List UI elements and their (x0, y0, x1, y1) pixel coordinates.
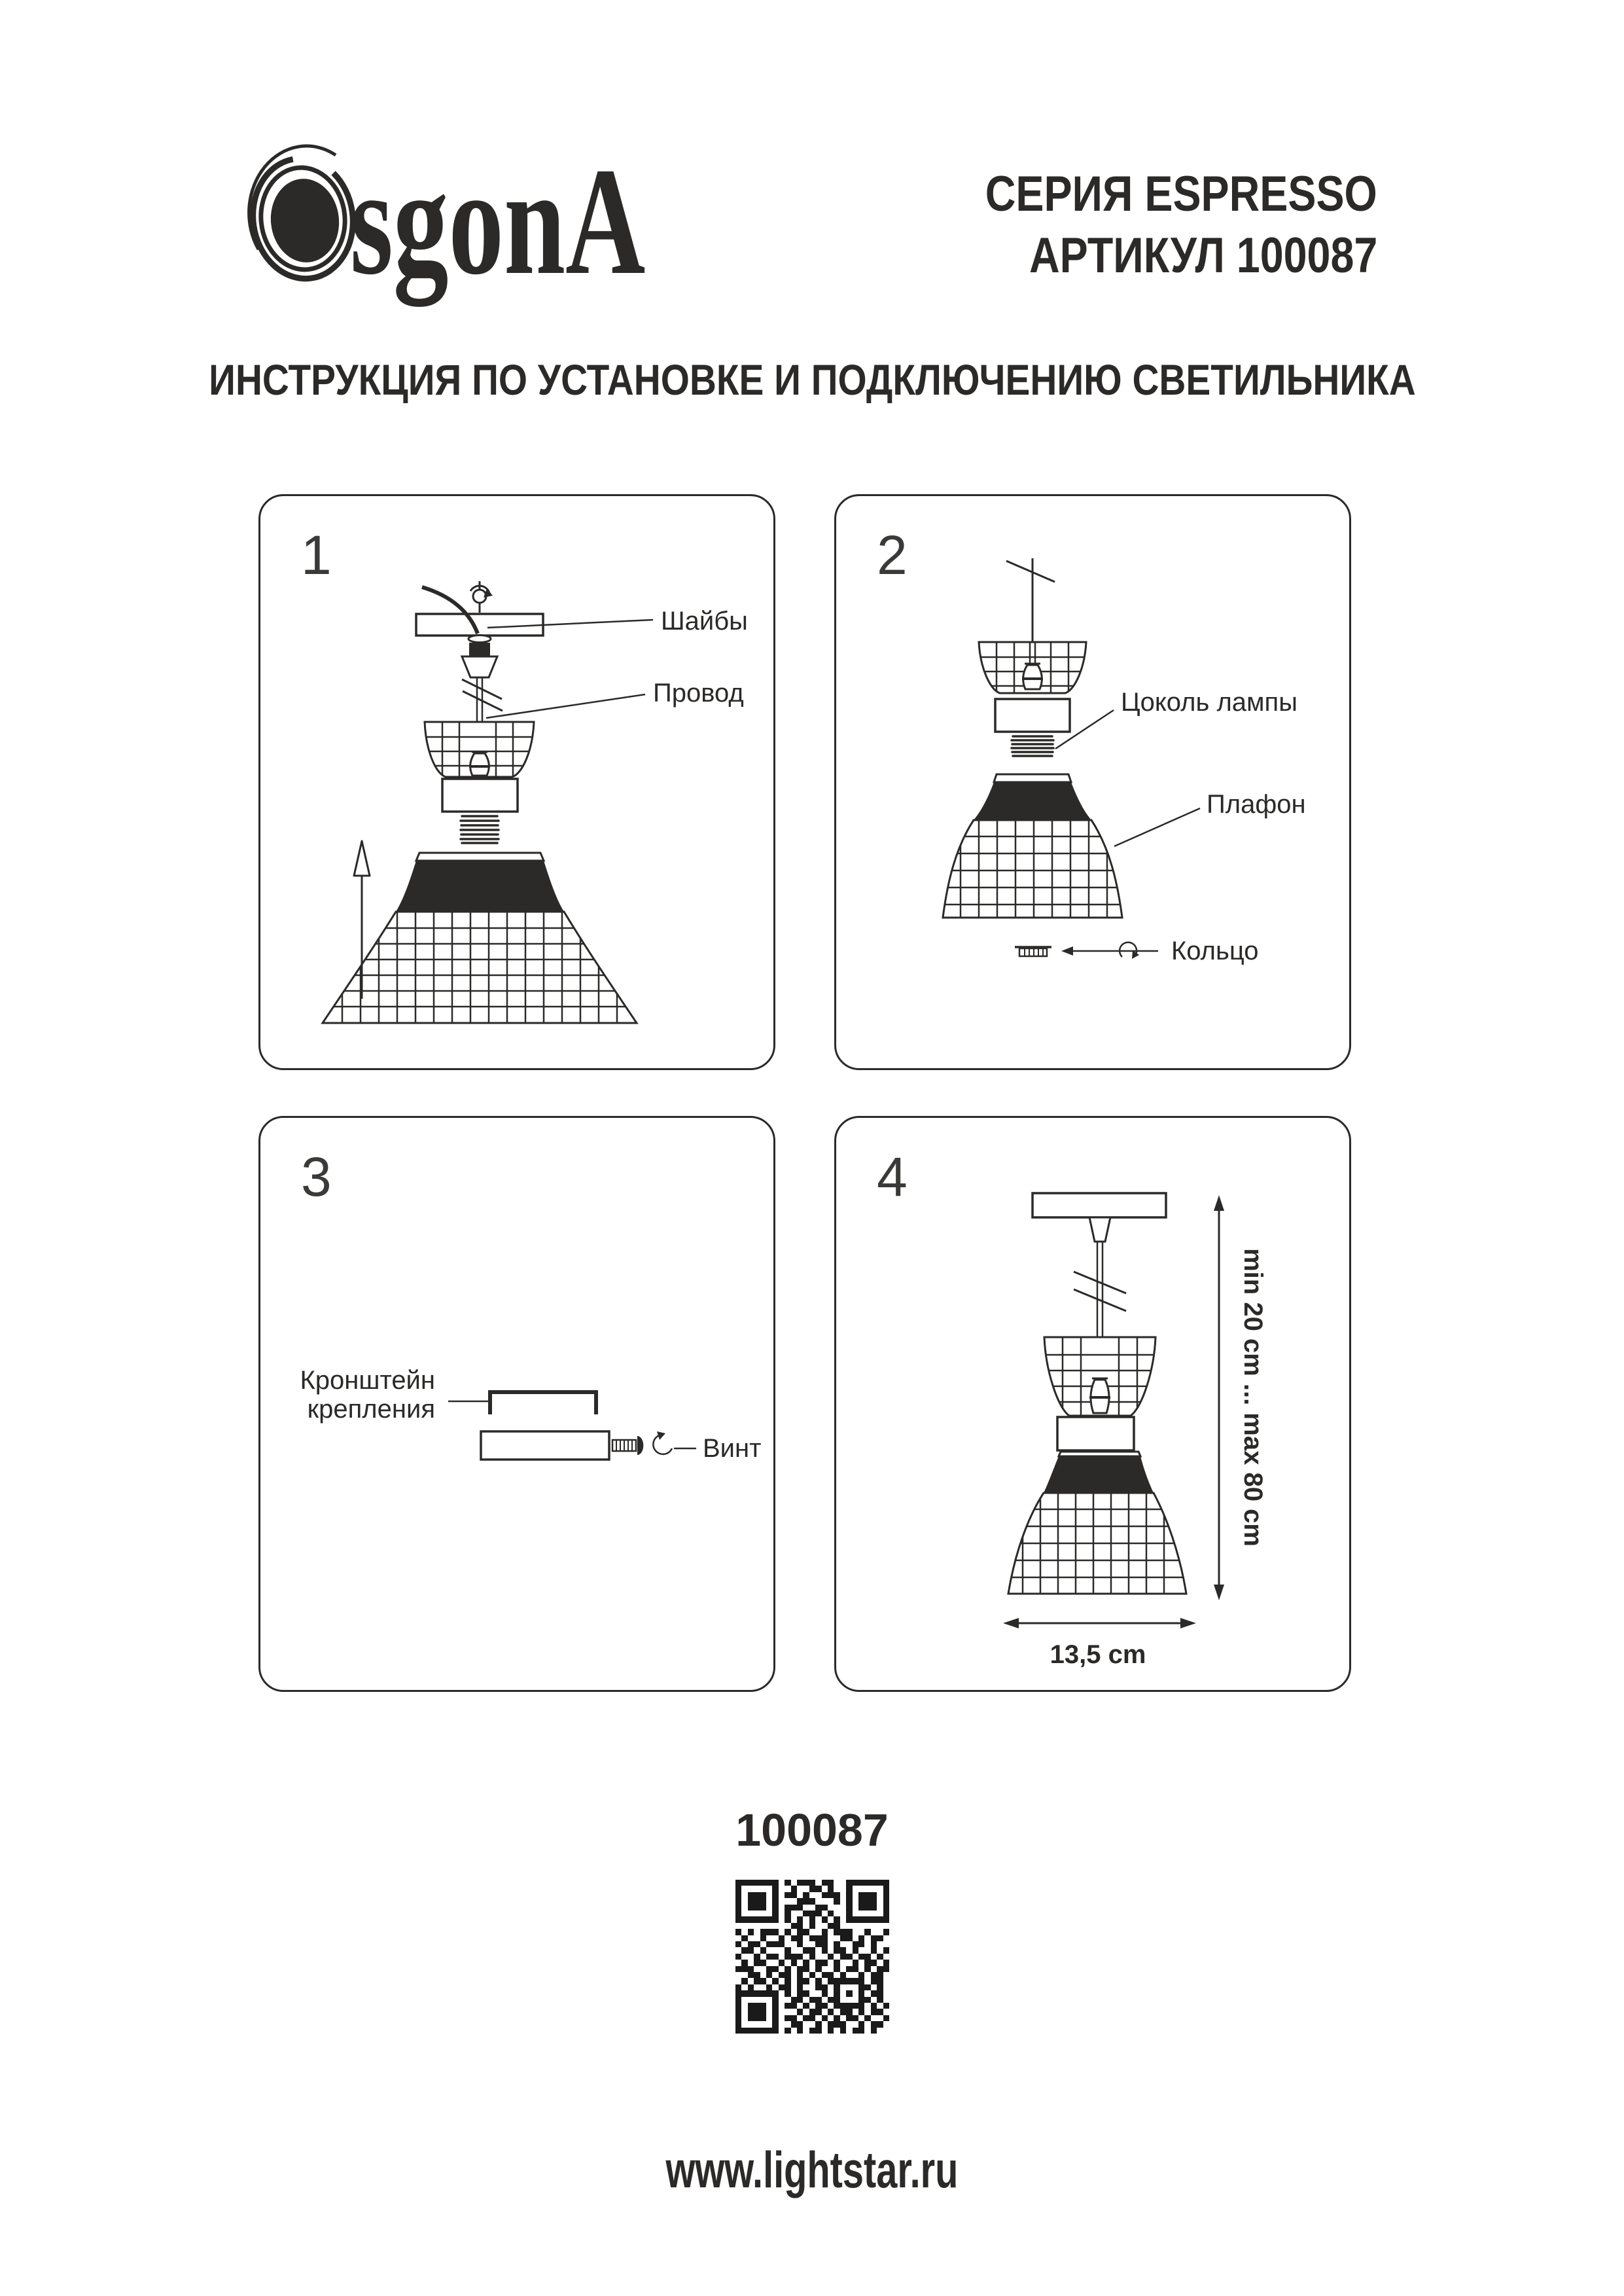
height-dimension-label: min 20 cm ... max 80 cm (1239, 1248, 1267, 1547)
strain-relief-cone (1089, 1217, 1110, 1242)
ceiling-bar (416, 614, 543, 636)
step-number: 2 (877, 524, 908, 586)
lamp-holder (1089, 1378, 1110, 1413)
wire-leader-line (486, 694, 645, 718)
wire-label: Провод (653, 679, 744, 708)
series-title: СЕРИЯ ESPRESSO (985, 166, 1377, 222)
step-3-panel (258, 1116, 775, 1692)
mounting-bar (481, 1431, 609, 1460)
qr-code (735, 1880, 889, 2034)
article-title: АРТИКУЛ 100087 (1029, 228, 1377, 283)
lamp-shade (1005, 1452, 1190, 1596)
height-dimension (1214, 1195, 1224, 1600)
step-2-panel (834, 494, 1351, 1070)
washers-label: Шайбы (661, 607, 748, 636)
screw-thread (461, 816, 499, 843)
step-number: 3 (301, 1146, 332, 1208)
step-2-diagram (836, 496, 1353, 1072)
page-title-row (0, 355, 1624, 404)
screw-thread (1012, 736, 1053, 756)
ring-arrow (1061, 942, 1158, 959)
shade-leader-line (1114, 808, 1200, 846)
width-dimension (1003, 1618, 1196, 1628)
bracket-label-line1: Кронштейн (300, 1366, 435, 1395)
width-dimension-label: 13,5 cm (1050, 1640, 1146, 1669)
logo-o-icon (245, 146, 361, 285)
page-title: ИНСТРУКЦИЯ ПО УСТАНОВКЕ И ПОДКЛЮЧЕНИЮ СВЕТИЛЬНИКА (208, 355, 1416, 404)
mounting-bracket (490, 1392, 596, 1414)
lamp-shade (940, 774, 1125, 920)
step-3-diagram (260, 1118, 777, 1694)
screw-part (612, 1436, 643, 1455)
lamp-shade (319, 853, 640, 1026)
ring-part (1015, 947, 1051, 956)
step-1-diagram (260, 496, 777, 1072)
rod-break-mark (1006, 561, 1055, 582)
logo-text: sgonA (350, 137, 646, 307)
strain-relief-cone (462, 656, 497, 677)
socket-label: Цоколь лампы (1121, 688, 1297, 717)
step-number: 1 (301, 524, 332, 586)
step-4-diagram (836, 1118, 1353, 1694)
header-product-info (916, 164, 1377, 287)
socket-housing (442, 779, 518, 812)
website-url: www.lightstar.ru (665, 2141, 959, 2198)
cord-grip (469, 643, 490, 656)
ceiling-plate (1033, 1193, 1166, 1217)
brand-logo (251, 137, 656, 312)
step-1-panel (258, 494, 775, 1070)
shade-label: Плафон (1207, 790, 1306, 819)
socket-housing (1057, 1417, 1134, 1450)
step-number: 4 (877, 1146, 908, 1208)
footer-article-number: 100087 (735, 1804, 889, 1856)
lamp-holder (469, 752, 490, 776)
bracket-label-line2: крепления (307, 1395, 435, 1424)
screw-label: Винт (703, 1434, 762, 1463)
socket-housing (995, 699, 1070, 732)
washer (468, 636, 491, 643)
footer-url-row (0, 2140, 1624, 2200)
footer-article-row (0, 1804, 1624, 1856)
lamp-holder (1022, 664, 1043, 689)
screw-turn-icon (470, 581, 493, 613)
rotate-icon (653, 1431, 672, 1454)
ring-label: Кольцо (1171, 937, 1259, 965)
step-4-panel (834, 1116, 1351, 1692)
